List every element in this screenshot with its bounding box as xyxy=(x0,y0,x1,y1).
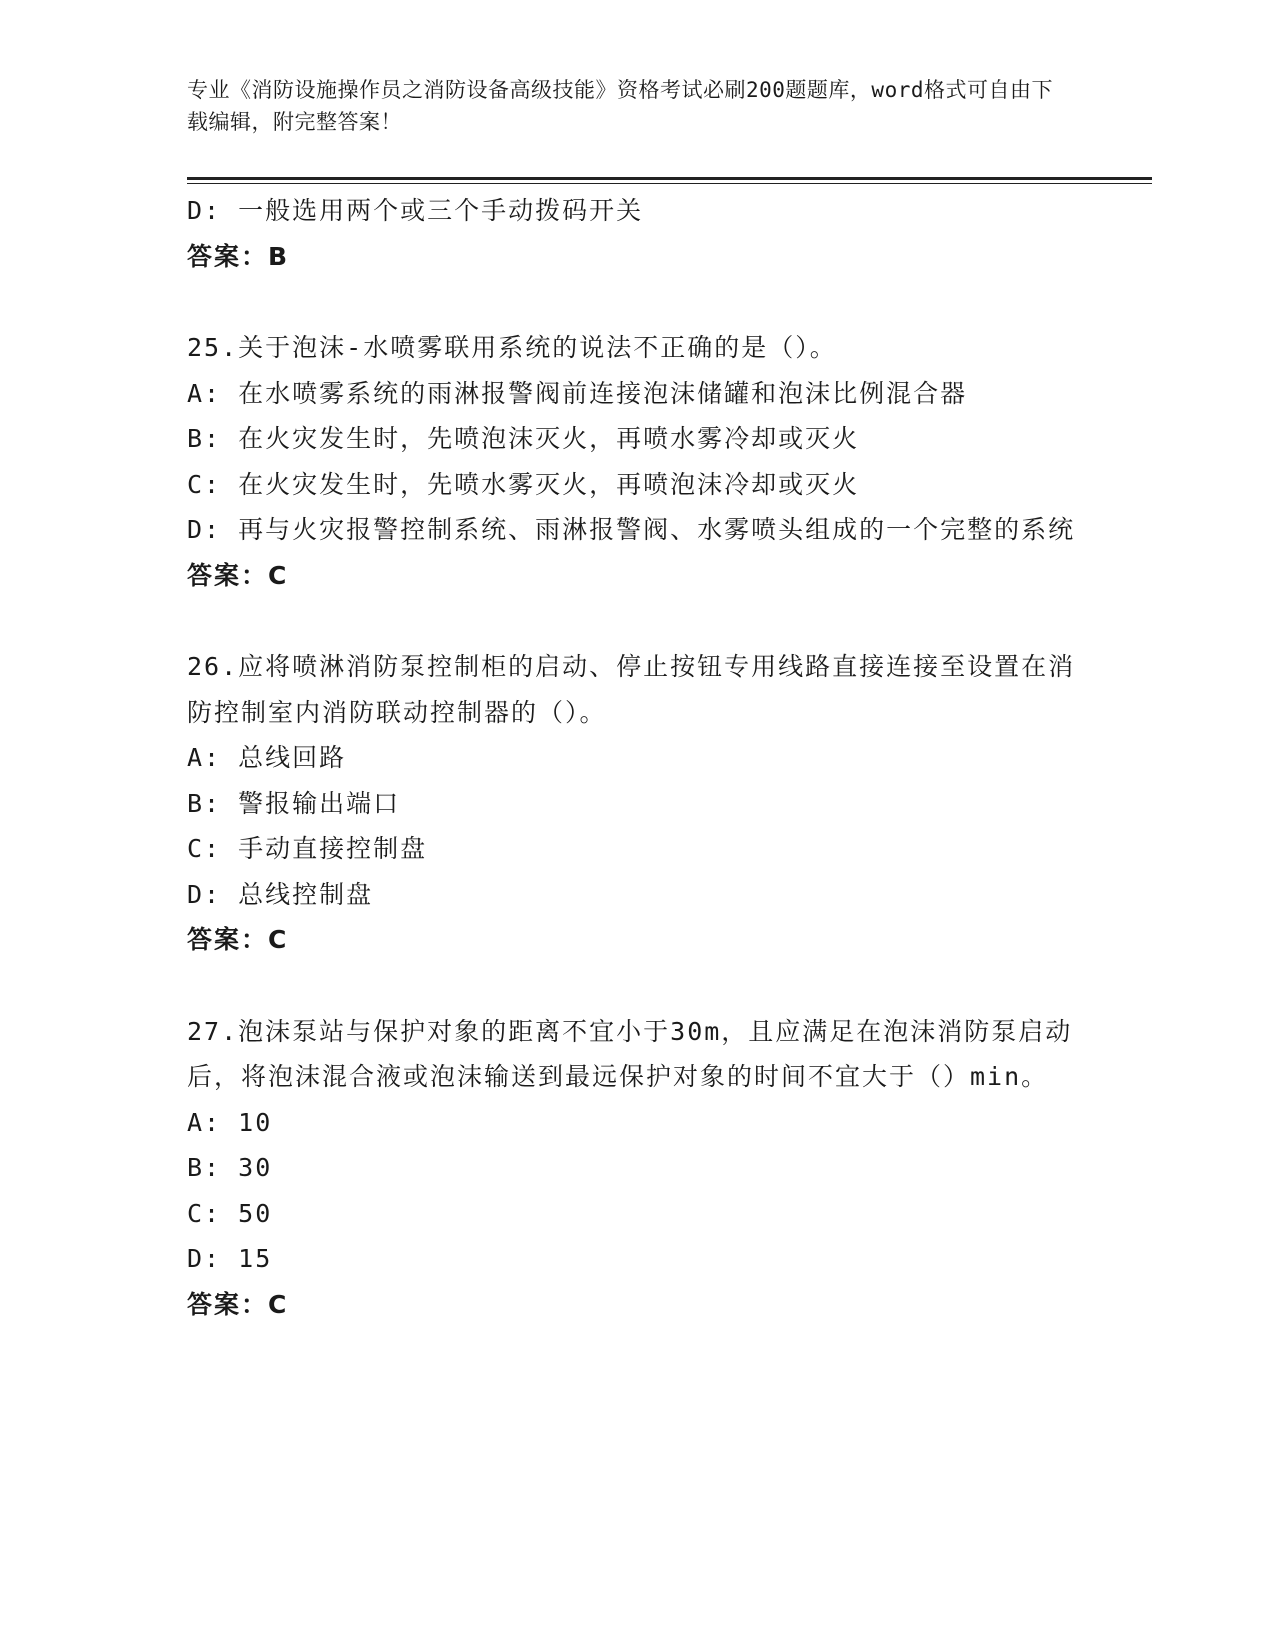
spacer xyxy=(187,279,1087,325)
question-26 xyxy=(187,644,1087,963)
option-a: A: 总线回路 xyxy=(187,743,347,772)
option-b: B: 警报输出端口 xyxy=(187,788,401,818)
header-divider-thick xyxy=(187,177,1152,180)
question-stem: 26.应将喷淋消防泵控制柜的启动、停止按钮专用线路直接连接至设置在消防控制室内消防联动控制器的（）。 xyxy=(187,652,1076,727)
question-stem: 27.泡沫泵站与保护对象的距离不宜小于30m，且应满足在泡沫消防泵启动后，将泡沫混合液或泡沫输送到最远保护对象的时间不宜大于（）min。 xyxy=(187,1016,1073,1091)
question-stem: 25.关于泡沫-水喷雾联用系统的说法不正确的是（）。 xyxy=(187,333,837,362)
option-d: D: 15 xyxy=(187,1244,273,1273)
option-c: C: 50 xyxy=(187,1198,273,1228)
option-c: C: 在火灾发生时，先喷水雾灭火，再喷泡沫冷却或灭火 xyxy=(187,469,860,499)
answer-label: 答案：C xyxy=(187,560,289,590)
spacer xyxy=(187,598,1087,644)
spacer xyxy=(187,963,1087,1009)
question-list xyxy=(187,188,1087,1327)
option-b: B: 在火灾发生时，先喷泡沫灭火，再喷水雾冷却或灭火 xyxy=(187,424,860,453)
answer-label: 答案：B xyxy=(187,241,290,271)
document-header: 专业《消防设施操作员之消防设备高级技能》资格考试必刷200题题库，word格式可自由下载编辑，附完整答案！ xyxy=(187,78,1053,134)
header-divider-thin xyxy=(187,183,1152,184)
option-c: C: 手动直接控制盘 xyxy=(187,834,428,863)
question-27 xyxy=(187,1009,1087,1328)
option-a: A: 在水喷雾系统的雨淋报警阀前连接泡沫储罐和泡沫比例混合器 xyxy=(187,378,968,408)
option-b: B: 30 xyxy=(187,1153,273,1182)
question-25 xyxy=(187,325,1087,598)
option-d: D: 一般选用两个或三个手动拨码开关 xyxy=(187,196,644,225)
option-d: D: 总线控制盘 xyxy=(187,879,374,909)
question-24-tail xyxy=(187,188,1087,279)
option-a: A: 10 xyxy=(187,1107,273,1137)
option-d: D: 再与火灾报警控制系统、雨淋报警阀、水雾喷头组成的一个完整的系统 xyxy=(187,515,1076,544)
answer-label: 答案：C xyxy=(187,925,289,954)
answer-label: 答案：C xyxy=(187,1289,289,1319)
